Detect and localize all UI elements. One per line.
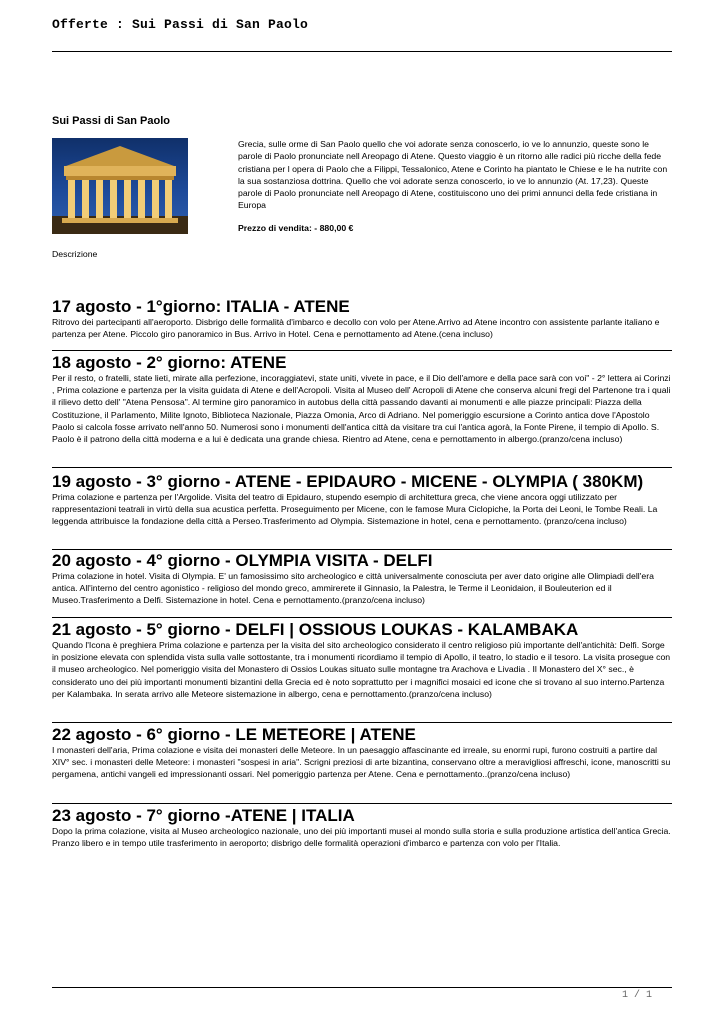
day-heading: 20 agosto - 4° giorno - OLYMPIA VISITA - DELFI	[52, 551, 433, 570]
product-title: Sui Passi di San Paolo	[52, 115, 170, 127]
day-description: Prima colazione in hotel. Visita di Olympia. E' un famosissimo sito archeologico e città universalmente conosciuta per aver dato origine alle Olimpiadi dell'era antica. All'interno del centro agonistico - religioso del mondo greco, ammirerete il Ginnasio, la Palestra, le Terme il Leonidaion, il Bouleuterion ed il Museo.Trasferimento a Delfi. Sistemazione in hotel. Cena e pernottamento.(pranzo/cena incluso)	[52, 571, 654, 606]
section-divider	[52, 722, 672, 723]
footer-divider	[52, 987, 672, 988]
day-section	[52, 725, 672, 781]
day-description: Per il resto, o fratelli, state lieti, mirate alla perfezione, incoraggiatevi, state uniti, vivete in pace, e il Dio dell'amore e della pace sarà con voi" - 2° lettera ai Corinzi , Prima colazione e partenza per la visita guidata di Atene e dell'Acropoli. Visita al Museo dell' Acropoli di Atene che conserva alcuni fregi del Partenone tra i quali il rilievo detto dell' "Atena Pensosa". Al termine giro panoramico in autobus della città passando davanti ai monumenti e alle piazze principali: Piazza della Costituzione, il Parlamento, Milite Ignoto, Biblioteca Nazionale, Piazza Omonia, Arco di Adriano. Nel pomeriggio escursione a Corinto antica dove l'Apostolo Paolo si calcola fosse arrivato nell'anno 50. Numerosi sono i monumenti dell'antica città da visitare tra cui l'antica agorà, la Fonte Pirene, il tempio di Apollo. S. Paolo è il patrono della città moderna e a lui è dedicata una grande chiesa. Rientro ad Atene, cena e pernottamento in albergo.(pranzo/cena incluso)	[52, 373, 671, 445]
day-heading: 17 agosto - 1°giorno: ITALIA - ATENE	[52, 297, 350, 316]
day-description: Prima colazione e partenza per l'Argolide. Visita del teatro di Epidauro, stupendo esempio di architettura greca, che viene ancora oggi utilizzato per rappresentazioni teatrali in virtù della sua acustica perfetta. Proseguimento per Micene, con le famose Mura Ciclopiche, la Porta dei Leoni, le Tombe Reali. La leggenda attribuisce la fondazione della città a Perseo.Trasferimento ad Olympia. Sistemazione in hotel, cena e pernottamento. (pranzo/cena incluso)	[52, 492, 658, 527]
temple-photo	[52, 138, 188, 234]
day-description: Ritrovo dei partecipanti all'aeroporto. Disbrigo delle formalità d'imbarco e decollo con volo per Atene.Arrivo ad Atene incontro con assistente parlante italiano e partenza per Atene. Piccolo giro panoramico in Bus. Arrivo in Hotel. Cena e pernottamento ad Atene.(cena incluso)	[52, 317, 660, 340]
day-section	[52, 806, 672, 849]
day-section	[52, 353, 672, 445]
description-label: Descrizione	[52, 249, 98, 259]
day-description: I monasteri dell'aria, Prima colazione e visita dei monasteri delle Meteore. In un paesaggio affascinante ed irreale, su enormi rupi, furono costruiti a partire dal XIV° sec. i monasteri delle Meteore: i monasteri "sospesi in aria". Scrigni preziosi di arte bizantina, conservano oltre a meravigliosi affreschi, icone, manoscritti su pergamena, antichi vangeli ed impressionanti ossari. Nel pomeriggio partenza per Atene. Cena e pernottamento..(pranzo/cena incluso)	[52, 745, 671, 780]
page-header-title: Offerte : Sui Passi di San Paolo	[52, 17, 309, 32]
section-divider	[52, 350, 672, 351]
product-price: Prezzo di vendita: - 880,00 €	[238, 223, 354, 233]
section-divider	[52, 617, 672, 618]
header-divider	[52, 51, 672, 52]
section-divider	[52, 803, 672, 804]
day-heading: 23 agosto - 7° giorno -ATENE | ITALIA	[52, 806, 355, 825]
day-description: Dopo la prima colazione, visita al Museo archeologico nazionale, uno dei più importanti musei al mondo sulla storia e sulla produzione artistica dell'antica Grecia. Pranzo libero e in tempo utile trasferimento in aeroporto; disbrigo delle formalità operazioni d'imbarco e partenza con volo per l'Italia.	[52, 826, 671, 849]
day-description: Quando l'Icona è preghiera Prima colazione e partenza per la visita del sito archeologico considerato il centro religioso più importante dell'antichità: Delfi. Sorge in posizione elevata con splendida vista sulla valle sottostante, tra i monumenti ricordiamo il tempio di Apollo, il teatro, lo stadio e il tesoro. La visita prosegue con il museo archeologico. Nel pomeriggio visita del Monastero di Ossios Loukas situato sulle montagne tra Arachova e Livadia . Il Monastero del X° sec., è considerato uno dei più importanti monumenti bizantini della Grecia ed è noto soprattutto per i magnifici mosaici ed icone che si trovano al suo interno.Partenza per Kalambaka. In serata arrivo alle Meteore sistemazione in albergo, cena e pernottamento.(pranzo/cena incluso)	[52, 640, 671, 699]
day-section	[52, 297, 672, 340]
day-heading: 18 agosto - 2° giorno: ATENE	[52, 353, 287, 372]
day-heading: 19 agosto - 3° giorno - ATENE - EPIDAURO - MICENE - OLYMPIA ( 380KM)	[52, 472, 644, 491]
day-heading: 22 agosto - 6° giorno - LE METEORE | ATENE	[52, 725, 416, 744]
product-intro: Grecia, sulle orme di San Paolo quello che voi adorate senza conoscerlo, io ve lo annunzio, queste sono le parole di Paolo pronunciate nell Areopago di Atene. Questo viaggio è un ritorno alle radici più ricche della fede cristiana per l opera di Paolo che a Filippi, Tessalonico, Atene e Corinto ha piantato le Chiese e le ha nutrite con la sua sostanziosa dottrina. Quello che voi adorate senza conoscerlo, io ve lo annunzio (At. 17,23). Queste parole di Paolo pronunciate nell Areopago di Atene, costituiscono uno dei primi annunci della fede cristiana in Europa	[238, 139, 668, 211]
day-section	[52, 472, 672, 528]
section-divider	[52, 467, 672, 468]
day-section	[52, 620, 672, 700]
day-section	[52, 551, 672, 607]
day-heading: 21 agosto - 5° giorno - DELFI | OSSIOUS LOUKAS - KALAMBAKA	[52, 620, 579, 639]
section-divider	[52, 549, 672, 550]
page-number: 1 / 1	[622, 990, 653, 1001]
